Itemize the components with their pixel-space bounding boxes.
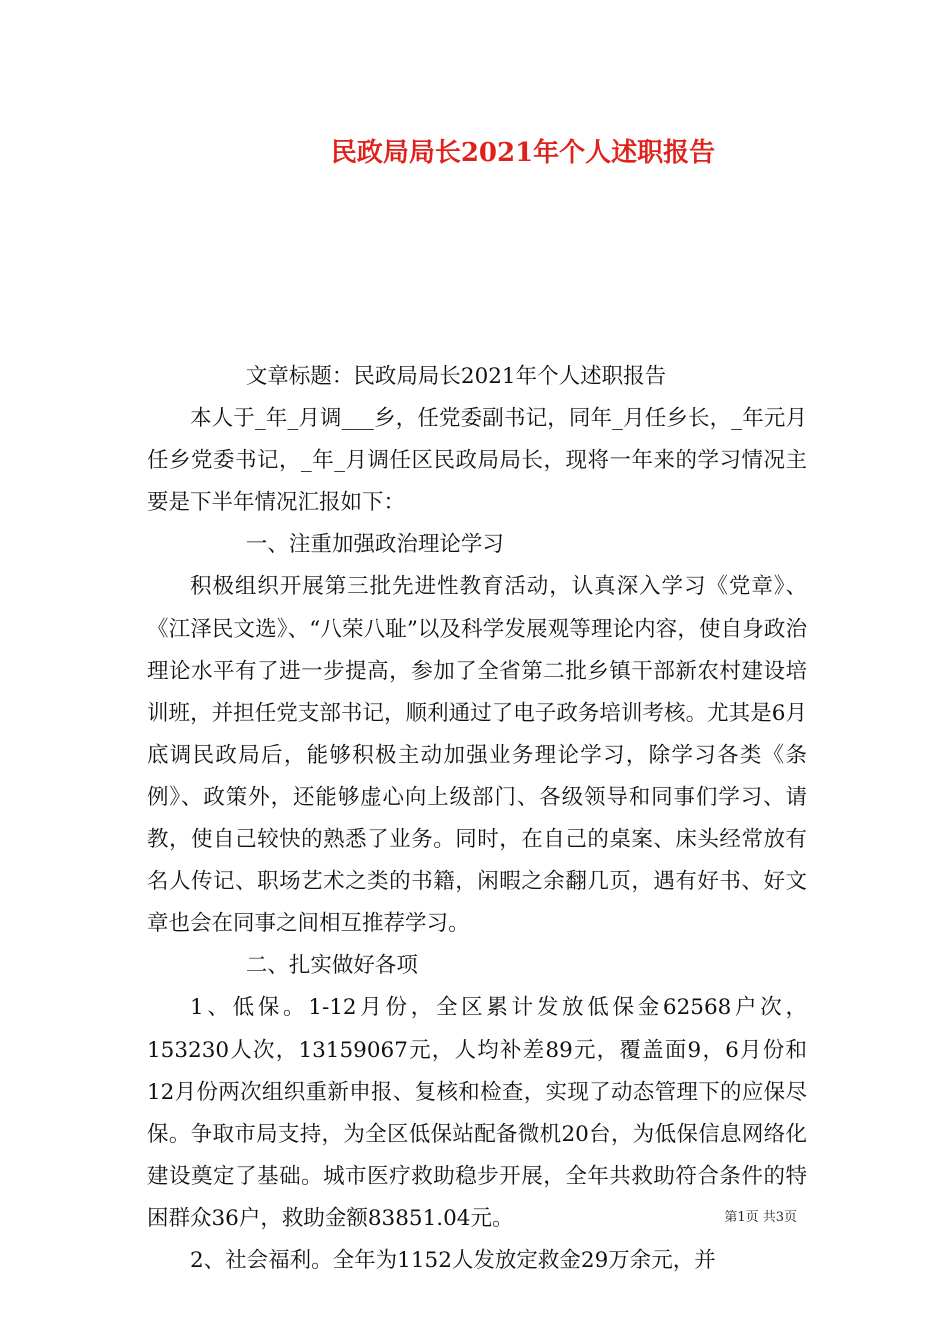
item-1-paragraph: 1、低保。1-12月份，全区累计发放低保金62568户次，153230人次，13159067元，人均补差89元，覆盖面9，6月份和12月份两次组织重新申报、复核和检查，实现了动态管理下的应保尽保。争取市局支持，为全区低保站配备微机20台，为低保信息网络化建设奠定了基础。城市医疗救助稳步开展，全年共救助符合条件的特困群众36户，救助金额83851.04元。	[147, 995, 807, 1231]
item-2-paragraph: 2、社会福利。全年为1152人发放定救金29万余元，并	[190, 1247, 716, 1273]
article-title-line: 文章标题：民政局局长2021年个人述职报告	[245, 364, 667, 389]
intro-paragraph: 本人于_年_月调___乡，任党委副书记，同年_月任乡长，_年元月任乡党委书记，_年_月调任区民政局局长，现将一年来的学习情况主要是下半年情况汇报如下：	[147, 406, 807, 516]
page-footer: 第1页 共3页	[724, 1210, 797, 1225]
document-body	[147, 356, 807, 1282]
section-heading-2: 二、扎实做好各项	[245, 953, 418, 979]
section-heading-1: 一、注重加强政治理论学习	[245, 532, 504, 558]
document-title: 民政局局长2021年个人述职报告	[330, 138, 716, 168]
section-1-paragraph: 积极组织开展第三批先进性教育活动，认真深入学习《党章》、《江泽民文选》、“八荣八耻”以及科学发展观等理论内容，使自身政治理论水平有了进一步提高，参加了全省第二批乡镇干部新农村建设培训班，并担任党支部书记，顺利通过了电子政务培训考核。尤其是6月底调民政局后，能够积极主动加强业务理论学习，除学习各类《条例》、政策外，还能够虚心向上级部门、各级领导和同事们学习、请教，使自己较快的熟悉了业务。同时，在自己的桌案、床头经常放有名人传记、职场艺术之类的书籍，闲暇之余翻几页，遇有好书、好文章也会在同事之间相互推荐学习。	[147, 574, 807, 937]
